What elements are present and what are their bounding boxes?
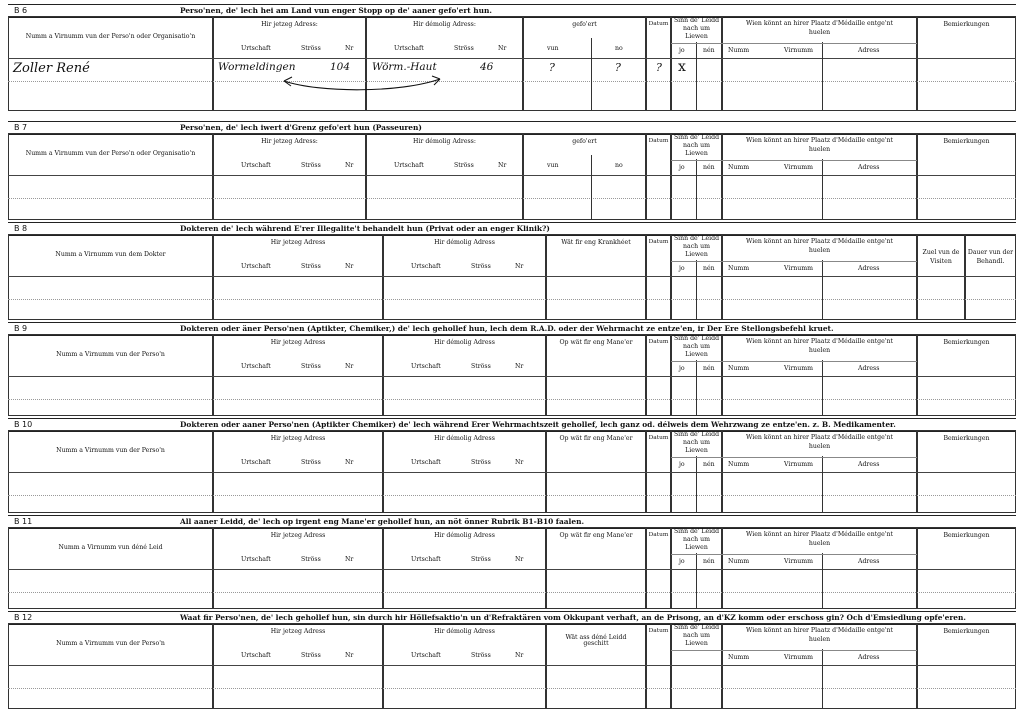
section-id: B 8 [14, 224, 28, 233]
medaille-subdivider [722, 43, 917, 44]
maneer-header: Op wät fir eng Mane'er [559, 532, 633, 539]
section-title: Dokteren oder aaner Perso'nen (Aptikter Chemiker) de' lech während Erer Wehrmachtszeit gehollef, lech ganz od. délweis dem Wehrzwang ze entze'en. z. B. Medikamenter. [180, 420, 896, 429]
section-id: B 11 [14, 517, 33, 526]
numm-label: Numm [728, 365, 750, 372]
urtschaft-label: Urtschaft [411, 363, 441, 370]
medaille-header: Wien könnt an hirer Plaatz d'Médaille entge'nt huelen [746, 238, 893, 254]
section-title: Perso'nen, de' lech iwert d'Grenz gefo'ert hun (Passeuren) [180, 123, 422, 132]
numm-label: Numm [728, 265, 750, 272]
table-column [523, 16, 646, 111]
urtschaft-label: Urtschaft [411, 556, 441, 563]
table-column [646, 334, 671, 416]
table-column [8, 133, 213, 220]
nr-label: Nr [515, 263, 524, 270]
bemierkungen-header: Bemierkungen [943, 628, 990, 635]
medaille-header: Wien könnt an hirer Plaatz d'Médaille entge'nt huelen [746, 137, 893, 153]
nr-label: Nr [515, 459, 524, 466]
table-column [213, 527, 383, 609]
header-divider [8, 376, 1016, 377]
numm-label: Numm [728, 654, 750, 661]
nen-label: nén [703, 164, 715, 171]
nen-label: nén [703, 558, 715, 565]
virnumm-label: Virnumm [784, 558, 814, 565]
nen-label: nén [703, 47, 715, 54]
jo-nen-divider [696, 42, 697, 111]
numm-label: Numm [728, 164, 750, 171]
header-divider [8, 175, 1016, 176]
adress-label: Adress [858, 461, 880, 468]
past-address-header: Hir démolig Adress [434, 339, 495, 346]
numm-label: Numm [728, 461, 750, 468]
stross-label: Ströss [471, 459, 491, 466]
handwritten-past-town: Wörm.-Haut [372, 61, 437, 73]
name-column-header: Numm a Virnumm vun der Perso'n [56, 351, 165, 358]
stross-label: Ströss [454, 45, 474, 52]
virnumm-adress-divider [822, 159, 823, 220]
jo-nen-divider [696, 260, 697, 320]
sinn-subdivider [671, 554, 722, 555]
bemierkungen-header: Bemierkungen [943, 339, 990, 346]
section-table [8, 16, 1016, 111]
urtschaft-label: Urtschaft [241, 459, 271, 466]
virnumm-label: Virnumm [784, 654, 814, 661]
urtschaft-label: Urtschaft [394, 162, 424, 169]
urtschaft-label: Urtschaft [241, 263, 271, 270]
section-title: Perso'nen, de' lech hei am Land vun enger Stopp op de' aaner gefo'ert hun. [180, 6, 492, 15]
table-column [213, 234, 383, 320]
section-id: B 10 [14, 420, 33, 429]
table-column [8, 527, 213, 609]
vun-label: vun [547, 45, 559, 52]
form-section [8, 611, 1016, 709]
table-column [917, 623, 1016, 709]
adress-label: Adress [858, 47, 880, 54]
datum-header: Datum [648, 532, 669, 538]
stross-label: Ströss [301, 556, 321, 563]
stross-label: Ströss [301, 162, 321, 169]
section-table [8, 334, 1016, 416]
sinn-leidd-header: Sinn de' Leidd nach um Liewen [673, 235, 720, 258]
table-column [8, 234, 213, 320]
table-column [213, 334, 383, 416]
section-title: Waat fir Perso'nen, de' lech gehollef hun, sin durch hir Höllefsaktio'n un d'Refraktären vom Okkupant verhaft, an de Prisong, an d'KZ komm oder erschoss gin? Och d'Emsiedlung opfe'eren. [180, 613, 966, 622]
medaille-header: Wien könnt an hirer Plaatz d'Médaille entge'nt huelen [746, 531, 893, 547]
header-divider [8, 58, 1016, 59]
handwritten-datum: ? [656, 61, 662, 74]
current-address-header: Hir jetzeg Adress [270, 239, 326, 246]
krankheet-header: Wät fir eng Krankhéet [561, 239, 631, 246]
sinn-subdivider [671, 457, 722, 458]
table-column [213, 133, 366, 220]
nen-label: nén [703, 461, 715, 468]
virnumm-label: Virnumm [784, 47, 814, 54]
table-column [646, 234, 671, 320]
jo-label: jo [679, 164, 685, 171]
bemierkungen-header: Bemierkungen [943, 435, 990, 442]
datum-header: Datum [648, 339, 669, 345]
table-column [965, 234, 1016, 320]
jo-nen-divider [696, 360, 697, 416]
table-column [646, 527, 671, 609]
table-column [213, 623, 383, 709]
nr-label: Nr [345, 263, 354, 270]
section-title: All aaner Leidd, de' lech op irgent eng Mane'er gehollef hun, an nöt önner Rubrik B1-B10 faalen. [180, 517, 585, 526]
virnumm-label: Virnumm [784, 265, 814, 272]
table-column [366, 133, 523, 220]
medaille-subdivider [722, 457, 917, 458]
medaille-subdivider [722, 650, 917, 651]
form-section [8, 322, 1016, 416]
datum-header: Datum [648, 628, 669, 634]
sinn-subdivider [671, 261, 722, 262]
virnumm-adress-divider [822, 42, 823, 111]
virnumm-adress-divider [822, 260, 823, 320]
table-column [383, 234, 546, 320]
handwritten-current-town: Wormeldingen [218, 61, 296, 73]
nr-label: Nr [345, 556, 354, 563]
name-column-header: Numm a Virnumm vun der Perso'n oder Organisatio'n [25, 33, 196, 40]
urtschaft-label: Urtschaft [394, 45, 424, 52]
section-table [8, 430, 1016, 513]
medaille-subdivider [722, 160, 917, 161]
stross-label: Ströss [471, 263, 491, 270]
row-divider [8, 299, 1016, 300]
jo-label: jo [679, 47, 685, 54]
table-column [383, 334, 546, 416]
jo-nen-divider [696, 456, 697, 513]
sinn-leidd-header: Sinn de' Leidd nach um Liewen [673, 17, 720, 40]
stross-label: Ströss [471, 363, 491, 370]
datum-header: Datum [648, 138, 669, 144]
gefoert-header: gefo'ert [572, 21, 597, 28]
bemierkungen-header: Bemierkungen [943, 532, 990, 539]
medaille-subdivider [722, 361, 917, 362]
jo-nen-divider [696, 159, 697, 220]
sinn-subdivider [671, 43, 722, 44]
table-column [917, 16, 1016, 111]
current-address-header: Hir jetzeg Adress [270, 628, 326, 635]
nr-label: Nr [345, 162, 354, 169]
section-table [8, 234, 1016, 320]
handwritten-jo-mark: x [678, 59, 686, 75]
jo-label: jo [679, 265, 685, 272]
header-divider [8, 276, 1016, 277]
sinn-subdivider [671, 361, 722, 362]
past-address-header: Hir démolig Adress: [413, 21, 476, 28]
sinn-subdivider [671, 160, 722, 161]
name-column-header: Numm a Virnumm vun dem Dokter [55, 251, 166, 258]
form-section [8, 418, 1016, 513]
table-column [917, 334, 1016, 416]
jo-label: jo [679, 365, 685, 372]
handwritten-no: ? [615, 61, 621, 74]
leidd-geschitt-header: Wät ass déné Leidd geschitt [565, 634, 627, 648]
medaille-header: Wien könnt an hirer Plaatz d'Médaille entge'nt huelen [746, 434, 893, 450]
nen-label: nén [703, 365, 715, 372]
adress-label: Adress [858, 265, 880, 272]
stross-label: Ströss [471, 556, 491, 563]
vun-no-divider [591, 155, 592, 220]
section-id: B 7 [14, 123, 28, 132]
form-section [8, 515, 1016, 609]
section-id: B 12 [14, 613, 33, 622]
header-divider [8, 665, 1016, 666]
nr-label: Nr [345, 45, 354, 52]
current-address-header: Hir jetzeg Adress: [261, 21, 318, 28]
jo-label: jo [679, 558, 685, 565]
table-column [646, 623, 671, 709]
sinn-subdivider [671, 650, 722, 651]
nr-label: Nr [345, 363, 354, 370]
adress-label: Adress [858, 654, 880, 661]
stross-label: Ströss [301, 459, 321, 466]
sinn-leidd-header: Sinn de' Leidd nach um Liewen [673, 335, 720, 358]
sinn-leidd-header: Sinn de' Leidd nach um Liewen [673, 431, 720, 454]
jo-nen-divider [696, 553, 697, 609]
medaille-header: Wien könnt an hirer Plaatz d'Médaille entge'nt huelen [746, 338, 893, 354]
section-id: B 9 [14, 324, 28, 333]
current-address-header: Hir jetzeg Adress [270, 339, 326, 346]
nr-label: Nr [345, 459, 354, 466]
virnumm-adress-divider [822, 649, 823, 709]
row-divider [8, 592, 1016, 593]
medaille-subdivider [722, 554, 917, 555]
urtschaft-label: Urtschaft [241, 363, 271, 370]
row-divider [8, 495, 1016, 496]
gefoert-header: gefo'ert [572, 138, 597, 145]
table-column [546, 527, 646, 609]
sinn-leidd-header: Sinn de' Leidd nach um Liewen [673, 134, 720, 157]
nr-label: Nr [515, 556, 524, 563]
header-divider [8, 569, 1016, 570]
table-column [8, 334, 213, 416]
table-column [917, 234, 965, 320]
swap-arrow-icon [280, 73, 450, 97]
row-divider [8, 399, 1016, 400]
past-address-header: Hir démolig Adress [434, 239, 495, 246]
row-divider [8, 688, 1016, 689]
urtschaft-label: Urtschaft [241, 162, 271, 169]
virnumm-adress-divider [822, 456, 823, 513]
stross-label: Ströss [301, 45, 321, 52]
handwritten-vun: ? [549, 61, 555, 74]
row-divider [8, 198, 1016, 199]
section-table [8, 527, 1016, 609]
numm-label: Numm [728, 47, 750, 54]
name-column-header: Numm a Virnumm vun déné Leid [58, 544, 163, 551]
urtschaft-label: Urtschaft [411, 652, 441, 659]
jo-label: jo [679, 461, 685, 468]
bemierkungen-header: Bemierkungen [943, 138, 990, 145]
past-address-header: Hir démolig Adress [434, 435, 495, 442]
form-section [8, 222, 1016, 320]
medaille-header: Wien könnt an hirer Plaatz d'Médaille entge'nt huelen [746, 627, 893, 643]
nr-label: Nr [515, 652, 524, 659]
stross-label: Ströss [301, 652, 321, 659]
section-id: B 6 [14, 6, 28, 15]
nr-label: Nr [515, 363, 524, 370]
bemierkungen-header: Bemierkungen [943, 21, 990, 28]
past-address-header: Hir démolig Adress [434, 532, 495, 539]
stross-label: Ströss [454, 162, 474, 169]
table-column [546, 234, 646, 320]
row-divider [8, 81, 1016, 82]
datum-header: Datum [648, 21, 669, 27]
stross-label: Ströss [301, 363, 321, 370]
urtschaft-label: Urtschaft [241, 556, 271, 563]
name-column-header: Numm a Virnumm vun der Perso'n [56, 640, 165, 647]
sinn-leidd-header: Sinn de' Leidd nach um Liewen [673, 624, 720, 647]
vun-label: vun [547, 162, 559, 169]
adress-label: Adress [858, 164, 880, 171]
section-table [8, 133, 1016, 220]
dauer-behandl-header: Dauer vun der Behandl. [967, 249, 1014, 265]
handwritten-past-nr: 46 [480, 61, 494, 73]
section-title: Dokteren oder äner Perso'nen (Aptikter, Chemiker,) de' lech gehollef hun, lech dem R.A.D. oder der Wehrmacht ze entze'en, ir Der Ere Stellongsbefehl kruet. [180, 324, 834, 333]
table-column [523, 133, 646, 220]
past-address-header: Hir démolig Adress [434, 628, 495, 635]
datum-header: Datum [648, 239, 669, 245]
virnumm-adress-divider [822, 553, 823, 609]
stross-label: Ströss [301, 263, 321, 270]
current-address-header: Hir jetzeg Adress [270, 532, 326, 539]
handwritten-current-nr: 104 [330, 61, 351, 73]
virnumm-label: Virnumm [784, 164, 814, 171]
header-divider [8, 472, 1016, 473]
urtschaft-label: Urtschaft [241, 45, 271, 52]
virnumm-adress-divider [822, 360, 823, 416]
nr-label: Nr [345, 652, 354, 659]
current-address-header: Hir jetzeg Adress [270, 435, 326, 442]
adress-label: Adress [858, 558, 880, 565]
numm-label: Numm [728, 558, 750, 565]
table-column [383, 527, 546, 609]
section-table [8, 623, 1016, 709]
name-column-header: Numm a Virnumm vun der Perso'n [56, 447, 165, 454]
nr-label: Nr [498, 162, 507, 169]
no-label: no [615, 162, 623, 169]
adress-label: Adress [858, 365, 880, 372]
maneer-header: Op wät fir eng Mane'er [559, 435, 633, 442]
virnumm-label: Virnumm [784, 461, 814, 468]
no-label: no [615, 45, 623, 52]
maneer-header: Op wät fir eng Mane'er [559, 339, 633, 346]
section-title: Dokteren de' lech während E'rer Illegalite't behandelt hun (Privat oder an enger Klinik?) [180, 224, 550, 233]
medaille-subdivider [722, 261, 917, 262]
urtschaft-label: Urtschaft [411, 263, 441, 270]
nr-label: Nr [498, 45, 507, 52]
past-address-header: Hir démolig Adress: [413, 138, 476, 145]
datum-header: Datum [648, 435, 669, 441]
nen-label: nén [703, 265, 715, 272]
name-column-header: Numm a Virnumm vun der Perso'n oder Organisatio'n [25, 150, 196, 157]
table-column [917, 527, 1016, 609]
sinn-leidd-header: Sinn de' Leidd nach um Liewen [673, 528, 720, 551]
urtschaft-label: Urtschaft [411, 459, 441, 466]
form-section [8, 4, 1016, 111]
table-column [8, 623, 213, 709]
urtschaft-label: Urtschaft [241, 652, 271, 659]
handwritten-name: Zoller René [13, 61, 90, 76]
medaille-header: Wien könnt an hirer Plaatz d'Médaille entge'nt huelen [746, 20, 893, 36]
stross-label: Ströss [471, 652, 491, 659]
table-column [383, 623, 546, 709]
table-column [646, 133, 671, 220]
form-section [8, 121, 1016, 220]
table-column [546, 334, 646, 416]
vun-no-divider [591, 38, 592, 111]
virnumm-label: Virnumm [784, 365, 814, 372]
current-address-header: Hir jetzeg Adress: [261, 138, 318, 145]
zuel-visiten-header: Zuel vun de Visiten [922, 249, 960, 265]
table-column [917, 133, 1016, 220]
